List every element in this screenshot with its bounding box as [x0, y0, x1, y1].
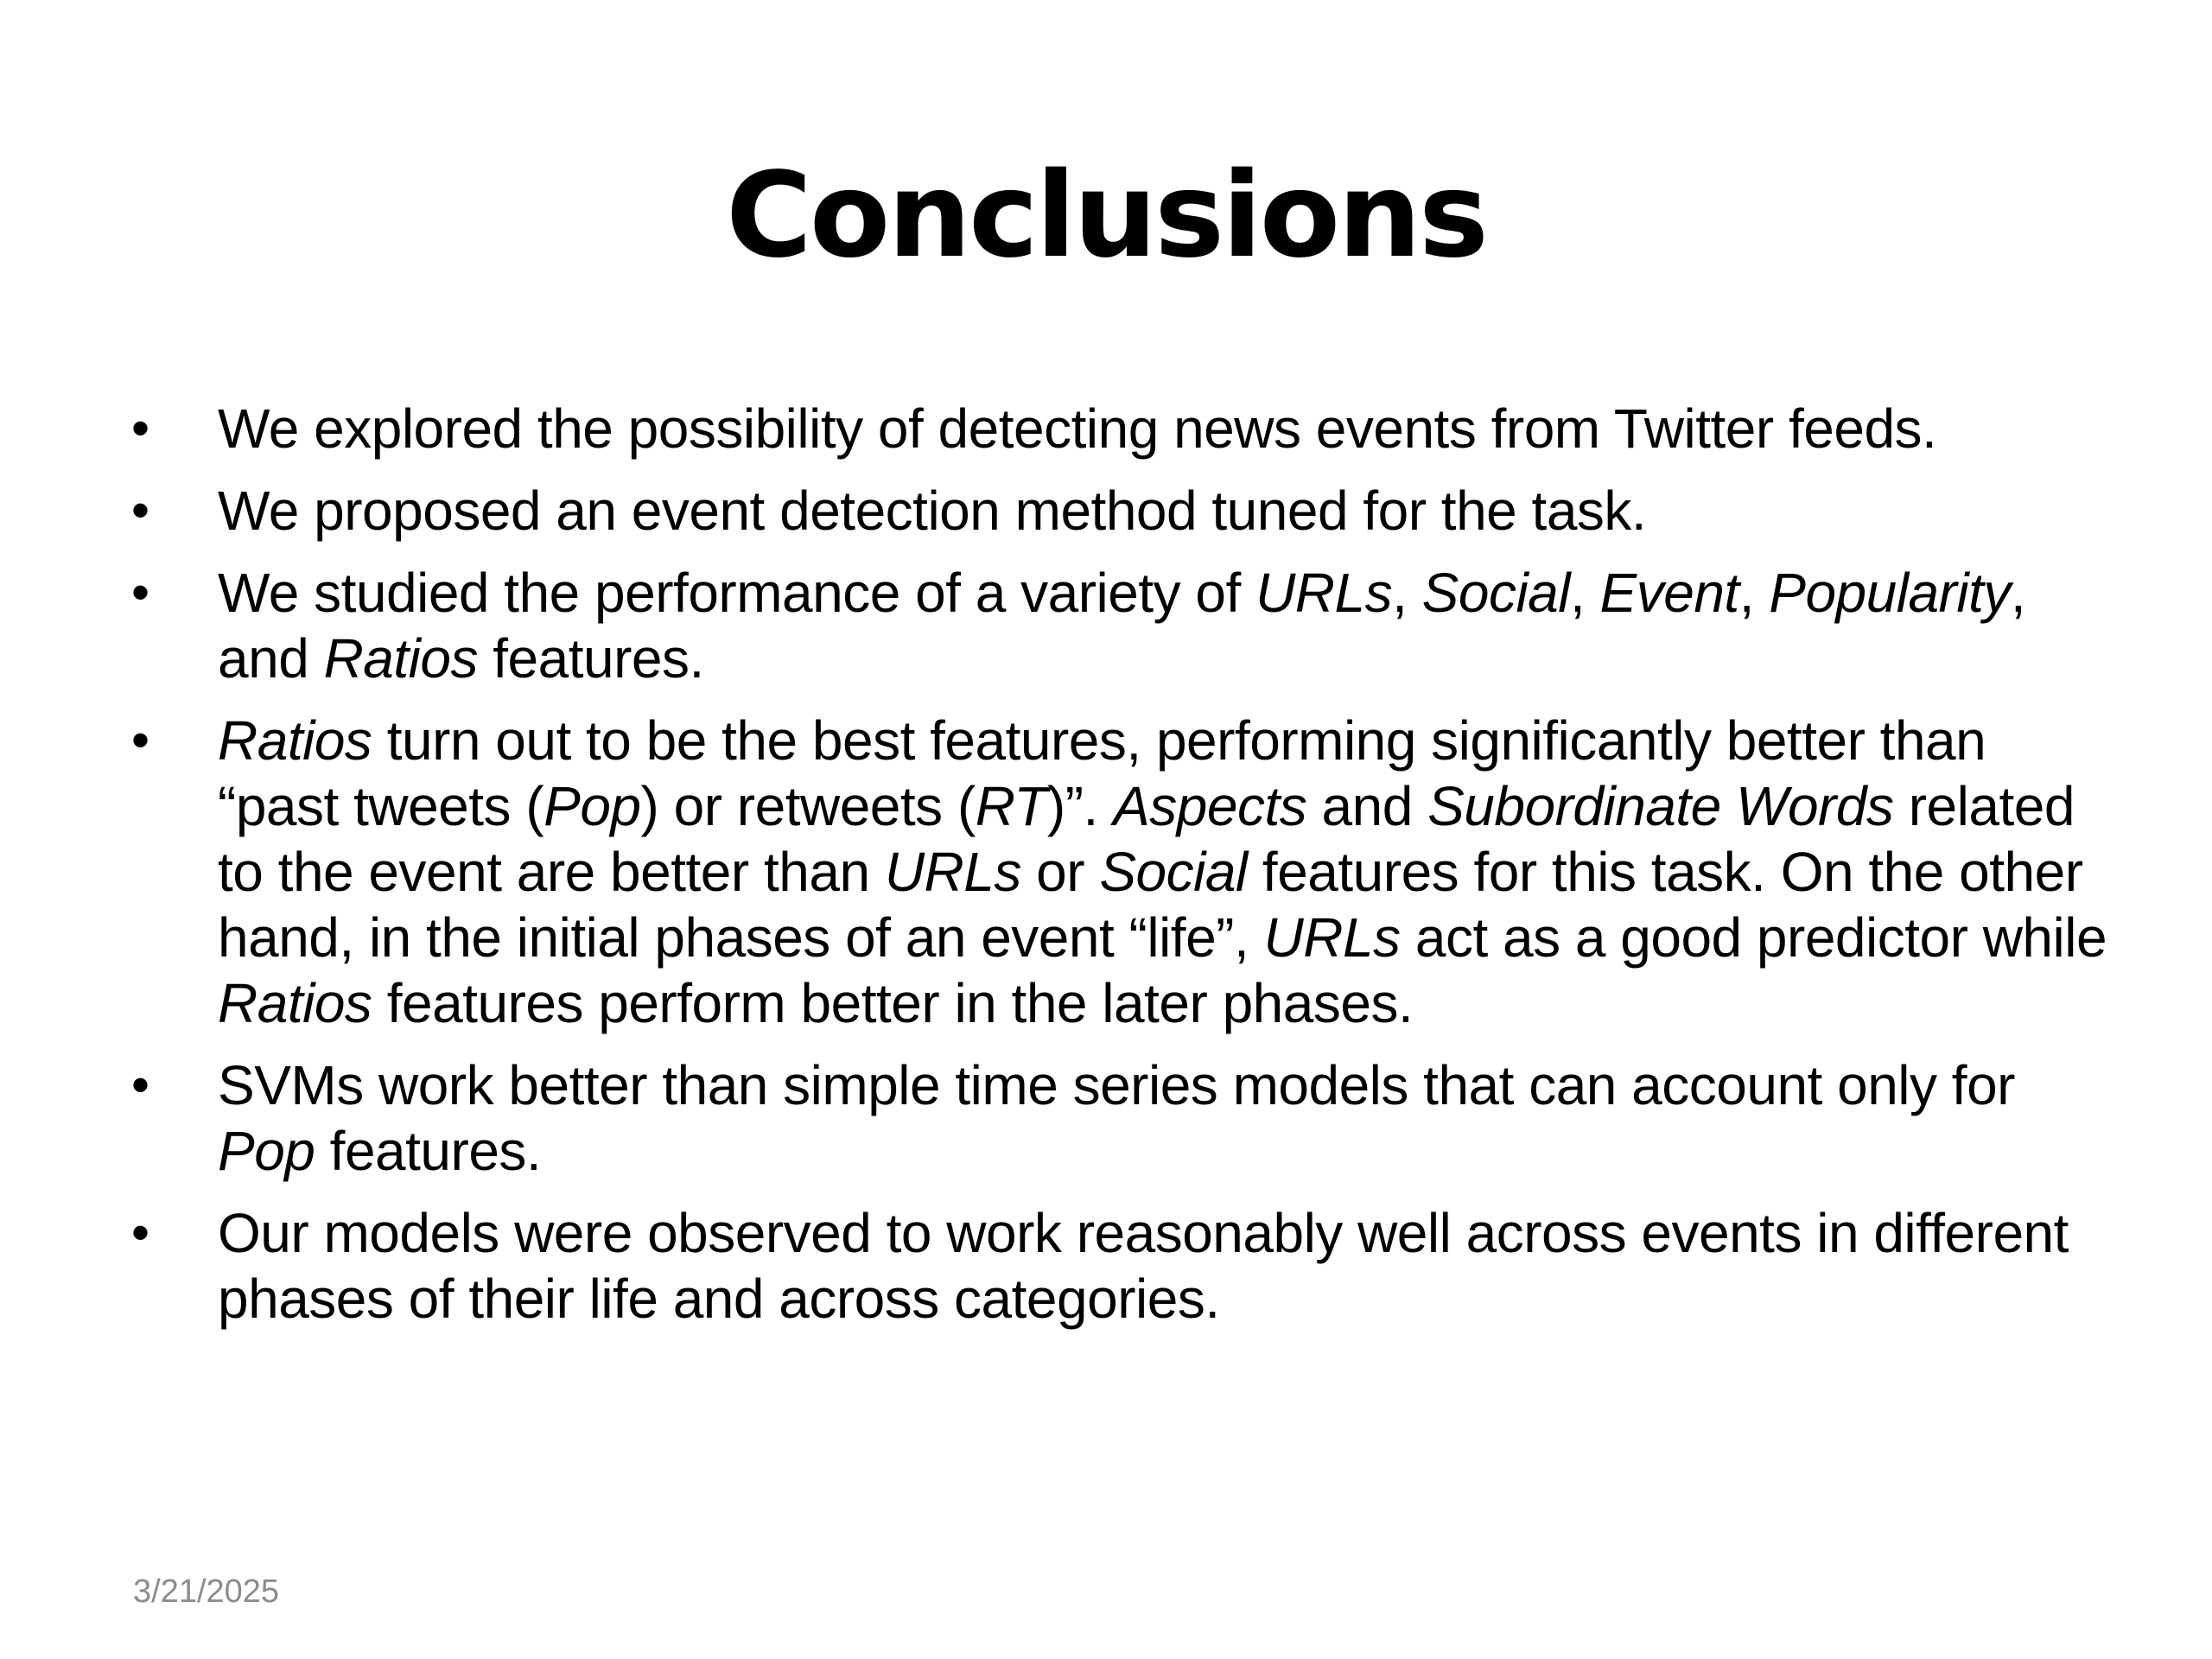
bullet-item — [131, 396, 2119, 461]
bullet-dot-icon: • — [131, 711, 149, 769]
bullet-text-segment: features. — [477, 627, 704, 690]
bullet-dot-icon: • — [131, 481, 149, 539]
bullet-dot-icon: • — [131, 399, 149, 457]
bullet-dot-icon: • — [131, 563, 149, 621]
bullet-text-italic: Popularity — [1769, 562, 2011, 624]
bullet-text-segment: related to the event are better than — [218, 775, 2075, 903]
bullet-text — [218, 480, 1646, 542]
bullet-text-italic: URLs — [884, 841, 1021, 903]
bullet-item — [131, 478, 2119, 543]
bullet-text-italic: Pop — [543, 775, 641, 837]
bullet-item — [131, 560, 2119, 691]
bullet-item — [131, 1052, 2119, 1184]
bullet-text-italic: RT — [975, 775, 1047, 837]
bullet-text — [218, 397, 1936, 460]
bullet-text-segment: We explored the possibility of detecting news events from Twitter feeds. — [218, 397, 1937, 460]
bullet-text-italic: Social — [1421, 562, 1570, 624]
bullet-item — [131, 708, 2119, 1036]
bullet-text — [218, 1054, 2015, 1182]
bullet-text-italic: Aspects — [1113, 775, 1307, 837]
bullet-text-italic: URLs — [1263, 906, 1401, 969]
bullet-list — [131, 396, 2119, 1348]
bullet-dot-icon: • — [131, 1056, 149, 1114]
bullet-text-segment: )”. — [1046, 775, 1114, 837]
bullet-text-italic: Event — [1599, 562, 1739, 624]
bullet-text — [218, 709, 2107, 1034]
bullet-dot-icon: • — [131, 1204, 149, 1262]
bullet-text-segment: Our models were observed to work reasonably well across events in different phases of their life and across categories. — [218, 1202, 2069, 1330]
bullet-text-italic: Ratios — [218, 972, 372, 1034]
bullet-text-segment: features. — [315, 1120, 542, 1182]
slide-date: 3/21/2025 — [133, 1573, 280, 1610]
bullet-text-italic: URLs — [1255, 562, 1393, 624]
slide-title: Conclusions — [726, 148, 1486, 284]
bullet-text-segment: , — [1569, 562, 1600, 624]
bullet-text-segment: or — [1020, 841, 1100, 903]
bullet-text — [218, 562, 2025, 690]
bullet-text — [218, 1202, 2069, 1330]
bullet-text-italic: Subordinate Words — [1427, 775, 1894, 837]
bullet-item — [131, 1200, 2119, 1332]
bullet-text-segment: , — [1738, 562, 1770, 624]
bullet-text-segment: features perform better in the later phases. — [372, 972, 1414, 1034]
bullet-text-segment: and — [1306, 775, 1428, 837]
bullet-text-segment: ) or retweets ( — [640, 775, 976, 837]
bullet-text-italic: Ratios — [218, 709, 372, 772]
bullet-text-italic: Pop — [218, 1120, 315, 1182]
bullet-text-segment: turn out to be the best features, performing significantly better than “past tweets ( — [218, 709, 1986, 837]
bullet-text-segment: , and — [218, 562, 2026, 690]
bullet-text-segment: We studied the performance of a variety of — [218, 562, 1256, 624]
bullet-text-italic: Ratios — [323, 627, 478, 690]
bullet-text-segment: features for this task. On the other hand, in the initial phases of an event “life”, — [218, 841, 2083, 969]
bullet-text-segment: act as a good predictor while — [1400, 906, 2107, 969]
bullet-text-italic: Social — [1099, 841, 1248, 903]
bullet-text-segment: SVMs work better than simple time series models that can account only for — [218, 1054, 2015, 1116]
bullet-text-segment: We proposed an event detection method tuned for the task. — [218, 480, 1647, 542]
bullet-text-segment: , — [1392, 562, 1422, 624]
